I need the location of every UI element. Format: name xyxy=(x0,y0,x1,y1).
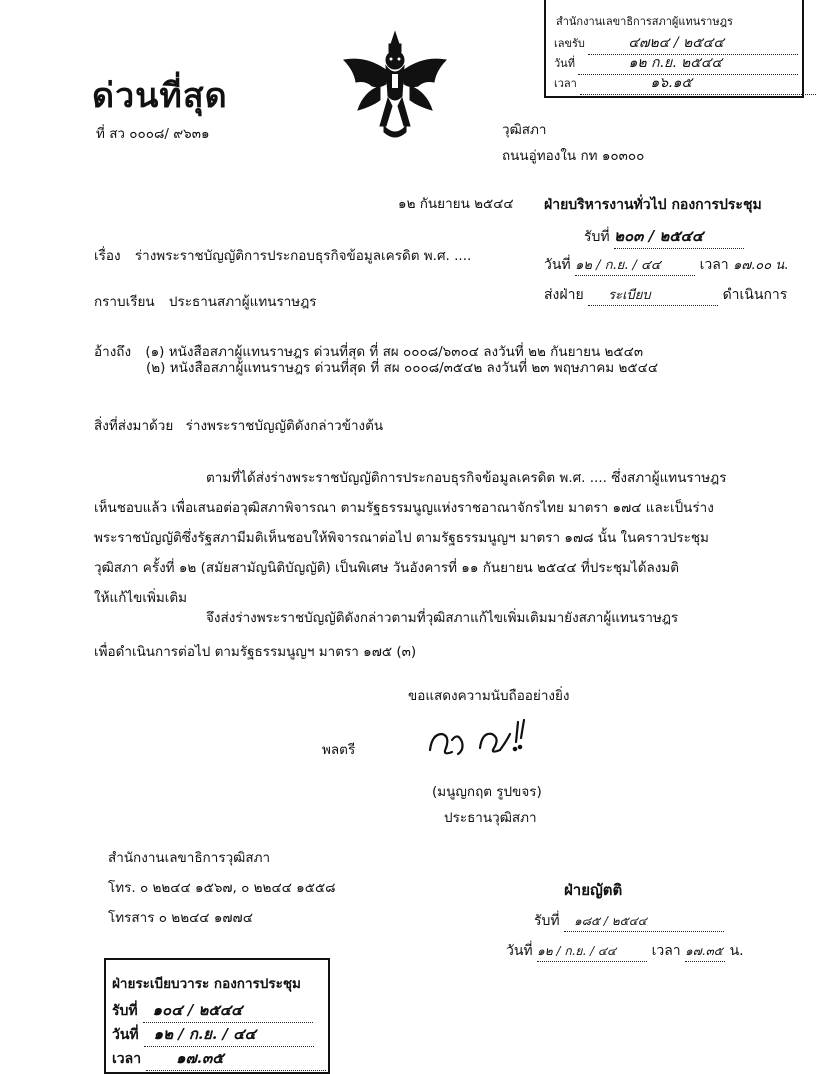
stamp-row-number: รับที่ ๒๐๓ / ๒๕๔๔ xyxy=(584,224,744,249)
body-para2-line1: จึงส่งร่างพระราชบัญญัติดังกล่าวตามที่วุฒิสภาแก้ไขเพิ่มเติมมายังสภาผู้แทนราษฎร xyxy=(206,610,679,626)
footer-fax: โทรสาร ๐ ๒๒๔๔ ๑๗๗๔ xyxy=(108,910,253,926)
urgency-heading: ด่วนที่สุด xyxy=(92,76,228,116)
stamp-title: ฝ่ายญัตติ xyxy=(564,881,623,899)
body-para1-line4: วุฒิสภา ครั้งที่ ๑๒ (สมัยสามัญนิติบัญญัติ) เป็นพิเศษ วันอังคารที่ ๑๑ กันยายน ๒๕๔๔ ที่ประชุมได้ลงมติ xyxy=(94,560,680,576)
enclosure-line: สิ่งที่ส่งมาด้วย ร่างพระราชบัญญัติดังกล่าวข้างต้น xyxy=(94,418,384,434)
stamp-title: ฝ่ายบริหารงานทั่วไป กองการประชุม xyxy=(544,197,762,213)
body-para1-line2: เห็นชอบแล้ว เพื่อเสนอต่อวุฒิสภาพิจารณา ตามรัฐธรรมนูญแห่งราชอาณาจักรไทย มาตรา ๑๗๔ และเป็นร่าง xyxy=(94,500,714,516)
received-stamp-agenda xyxy=(104,958,330,1074)
garuda-emblem-icon xyxy=(336,26,454,144)
reference-line-2: (๒) หนังสือสภาผู้แทนราษฎร ด่วนที่สุด ที่ สผ ๐๐๐๘/๓๕๔๒ ลงวันที่ ๒๓ พฤษภาคม ๒๕๔๔ xyxy=(146,360,659,376)
subject-line xyxy=(94,244,471,266)
signature-image xyxy=(420,712,550,762)
reference-line-1: อ้างถึง (๑) หนังสือสภาผู้แทนราษฎร ด่วนที่สุด ที่ สผ ๐๐๐๘/๖๓๐๔ ลงวันที่ ๒๒ กันยายน ๒๕๔๓ xyxy=(94,344,644,360)
reference-label: อ้างถึง xyxy=(94,344,132,360)
salutation-line: กราบเรียน ประธานสภาผู้แทนราษฎร xyxy=(94,294,317,310)
stamp-row-date: วันที่ ๑๒ / ก.ย. / ๔๔ xyxy=(112,1022,314,1047)
body-para1-line5: ให้แก้ไขเพิ่มเติม xyxy=(94,590,188,606)
stamp-row-number: เลขรับ ๔๗๒๔ / ๒๕๔๔ xyxy=(554,32,798,55)
stamp-row-number: รับที่ ๑๐๔ / ๒๕๔๔ xyxy=(112,998,313,1023)
sender-organization: วุฒิสภา xyxy=(502,122,547,138)
body-para2-line2: เพื่อดำเนินการต่อไป ตามรัฐธรรมนูญฯ มาตรา ๑๗๕ (๓) xyxy=(94,644,417,660)
received-stamp-secretariat xyxy=(544,0,804,98)
stamp-row-forward: ส่งฝ่าย ระเบียบ ดำเนินการ xyxy=(544,284,787,306)
received-stamp-motions xyxy=(506,876,796,966)
stamp-row-time: เวลา ๑๗.๓๕ xyxy=(112,1046,326,1071)
stamp-title: สำนักงานเลขาธิการสภาผู้แทนราษฎร xyxy=(556,15,733,28)
sender-address: ถนนอู่ทองใน กท ๑๐๓๐๐ xyxy=(502,148,645,164)
footer-office: สำนักงานเลขาธิการวุฒิสภา xyxy=(108,850,271,866)
stamp-row-date: วันที่ ๑๒ / ก.ย. / ๔๔ เวลา ๑๗.๐๐ น. xyxy=(544,254,788,276)
signer-title: ประธานวุฒิสภา xyxy=(444,810,537,826)
subject-label: เรื่อง xyxy=(94,248,121,264)
stamp-row-time: เวลา ๑๖.๑๕ xyxy=(554,72,816,95)
subject-value: ร่างพระราชบัญญัติการประกอบธุรกิจข้อมูลเครดิต พ.ศ. .... xyxy=(134,248,472,264)
stamp-row-date: วันที่ ๑๒ / ก.ย. / ๔๔ เวลา ๑๗.๓๕ น. xyxy=(506,940,744,962)
footer-phone: โทร. ๐ ๒๒๔๔ ๑๕๖๗, ๐ ๒๒๔๔ ๑๕๕๘ xyxy=(108,880,336,896)
signer-rank: พลตรี xyxy=(322,742,356,758)
document-number: ที่ สว ๐๐๐๘/ ๙๖๓๑ xyxy=(96,126,210,142)
body-para1-line1: ตามที่ได้ส่งร่างพระราชบัญญัติการประกอบธุรกิจข้อมูลเครดิต พ.ศ. .... ซึ่งสภาผู้แทนราษฎร xyxy=(206,470,727,486)
stamp-row-date: วันที่ ๑๒ ก.ย. ๒๕๔๔ xyxy=(554,52,798,75)
stamp-row-number: รับที่ ๑๘๕ / ๒๕๔๔ xyxy=(534,910,724,932)
stamp-title: ฝ่ายระเบียบวาระ กองการประชุม xyxy=(112,976,301,992)
received-stamp-general-admin xyxy=(540,190,800,310)
closing-regards: ขอแสดงความนับถืออย่างยิ่ง xyxy=(408,688,570,704)
signer-name: (มนูญกฤต รูปขจร) xyxy=(432,784,542,800)
body-para1-line3: พระราชบัญญัติซึ่งรัฐสภามีมติเห็นชอบให้พิจารณาต่อไป ตามรัฐธรรมนูญฯ มาตรา ๑๗๘ นั้น ในคราวประชุม xyxy=(94,530,709,546)
document-date: ๑๒ กันยายน ๒๕๔๔ xyxy=(398,196,514,212)
